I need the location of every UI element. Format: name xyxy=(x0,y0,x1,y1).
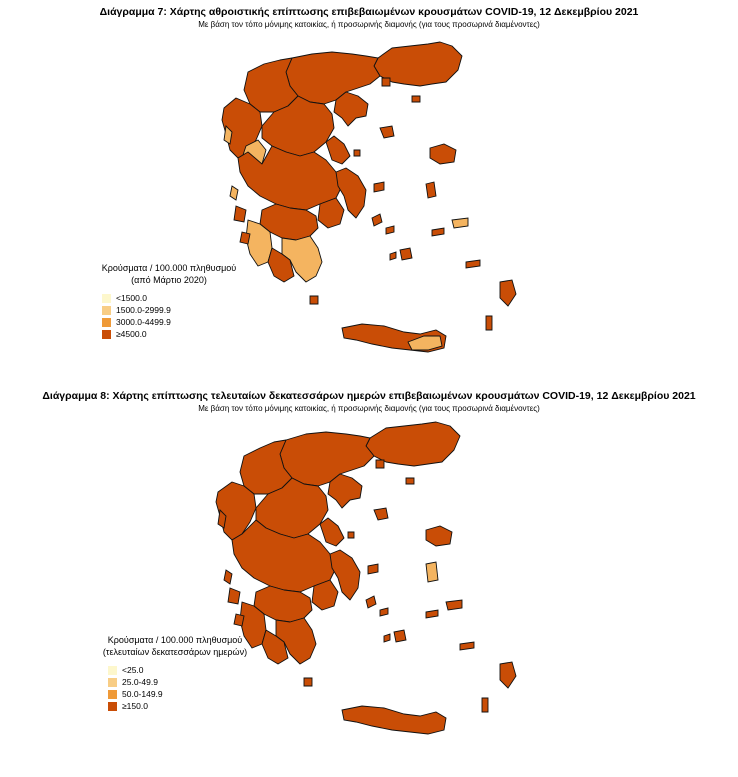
island-lefkada xyxy=(230,186,238,200)
island-rhodes xyxy=(500,662,516,688)
legend-cumulative xyxy=(64,262,274,340)
island-thasos xyxy=(376,460,384,468)
island-limnos xyxy=(380,126,394,138)
island-chios xyxy=(426,182,436,198)
island-samos xyxy=(446,600,462,610)
legend-swatch xyxy=(102,306,111,315)
legend-item xyxy=(102,304,274,316)
legend-swatch xyxy=(102,330,111,339)
island-samothrace xyxy=(406,478,414,484)
island-karpathos xyxy=(482,698,488,712)
legend-swatch xyxy=(108,678,117,687)
island-karpathos xyxy=(486,316,492,330)
island-naxos xyxy=(394,630,406,642)
island-lefkada xyxy=(224,570,232,584)
mainland-regions xyxy=(216,422,460,664)
island-kefalonia xyxy=(228,588,240,604)
legend-item xyxy=(108,700,280,712)
island-skiathos xyxy=(354,150,360,156)
legend-label: <1500.0 xyxy=(116,293,147,303)
legend-item xyxy=(108,676,280,688)
island-limnos xyxy=(374,508,388,520)
legend-item xyxy=(102,292,274,304)
legend-swatch xyxy=(108,702,117,711)
island-zakynthos xyxy=(234,614,244,626)
island-zakynthos xyxy=(240,232,250,244)
legend-subtitle: (από Μάρτιο 2020) xyxy=(131,275,207,285)
region-magnesia xyxy=(320,518,344,546)
legend-item xyxy=(108,688,280,700)
island-paros xyxy=(390,252,396,260)
legend-item xyxy=(102,316,274,328)
island-tinos xyxy=(386,226,394,234)
legend-swatch xyxy=(102,318,111,327)
map-subtitle: Με βάση τον τόπο μόνιμης κατοικίας, ή προσωρινής διαμονής (για τους προσωρινά διαμένοντες) xyxy=(198,404,540,413)
island-kefalonia xyxy=(234,206,246,222)
island-andros xyxy=(372,214,382,226)
legend-item xyxy=(108,664,280,676)
map-panel-14days xyxy=(0,388,738,777)
island-kos xyxy=(460,642,474,650)
legend-title: Κρούσματα / 100.000 πληθυσμού xyxy=(101,263,237,273)
legend-label: 1500.0-2999.9 xyxy=(116,305,171,315)
island-rhodes xyxy=(500,280,516,306)
region-central-macedonia xyxy=(280,432,374,486)
legend-item xyxy=(102,328,274,340)
mainland-regions xyxy=(222,42,462,282)
island-kythira xyxy=(304,678,312,686)
legend-title: Κρούσματα / 100.000 πληθυσμού xyxy=(107,635,243,645)
region-thrace xyxy=(366,422,460,466)
island-ikaria xyxy=(426,610,438,618)
map-subtitle: Με βάση τον τόπο μόνιμης κατοικίας, ή προσωρινής διαμονής (για τους προσωρινά διαμένοντες) xyxy=(198,20,540,29)
region-magnesia xyxy=(326,136,350,164)
island-kythira xyxy=(310,296,318,304)
legend-swatch xyxy=(108,666,117,675)
island-kos xyxy=(466,260,480,268)
island-skyros xyxy=(374,182,384,192)
legend-swatch xyxy=(102,294,111,303)
region-chalkidiki xyxy=(328,474,362,508)
legend-label: 50.0-149.9 xyxy=(122,689,163,699)
island-naxos xyxy=(400,248,412,260)
island-crete xyxy=(342,706,446,734)
legend-label: <25.0 xyxy=(122,665,144,675)
island-tinos xyxy=(380,608,388,616)
island-chios xyxy=(426,562,438,582)
region-central-macedonia xyxy=(286,52,380,104)
island-paros xyxy=(384,634,390,642)
island-skyros xyxy=(368,564,378,574)
island-samothrace xyxy=(412,96,420,102)
island-lesvos xyxy=(430,144,456,164)
map-title: Διάγραμμα 8: Χάρτης επίπτωσης τελευταίων δεκατεσσάρων ημερών επιβεβαιωμένων κρουσμάτων COVID-19, 12 Δεκεμβρίου 2021 xyxy=(42,390,696,402)
greece-map-14days xyxy=(0,388,738,777)
island-ikaria xyxy=(432,228,444,236)
island-thasos xyxy=(382,78,390,86)
island-skiathos xyxy=(348,532,354,538)
legend-14days xyxy=(70,634,280,712)
region-chalkidiki xyxy=(334,92,368,126)
legend-swatch xyxy=(108,690,117,699)
island-lesvos xyxy=(426,526,452,546)
island-andros xyxy=(366,596,376,608)
legend-label: ≥150.0 xyxy=(122,701,148,711)
legend-subtitle: (τελευταίων δεκατεσσάρων ημερών) xyxy=(102,647,248,657)
island-samos xyxy=(452,218,468,228)
legend-label: ≥4500.0 xyxy=(116,329,147,339)
map-title: Διάγραμμα 7: Χάρτης αθροιστικής επίπτωσης επιβεβαιωμένων κρουσμάτων COVID-19, 12 Δεκεμβρίου 2021 xyxy=(99,6,639,18)
map-panel-cumulative xyxy=(0,0,738,380)
legend-label: 25.0-49.9 xyxy=(122,677,158,687)
legend-label: 3000.0-4499.9 xyxy=(116,317,171,327)
